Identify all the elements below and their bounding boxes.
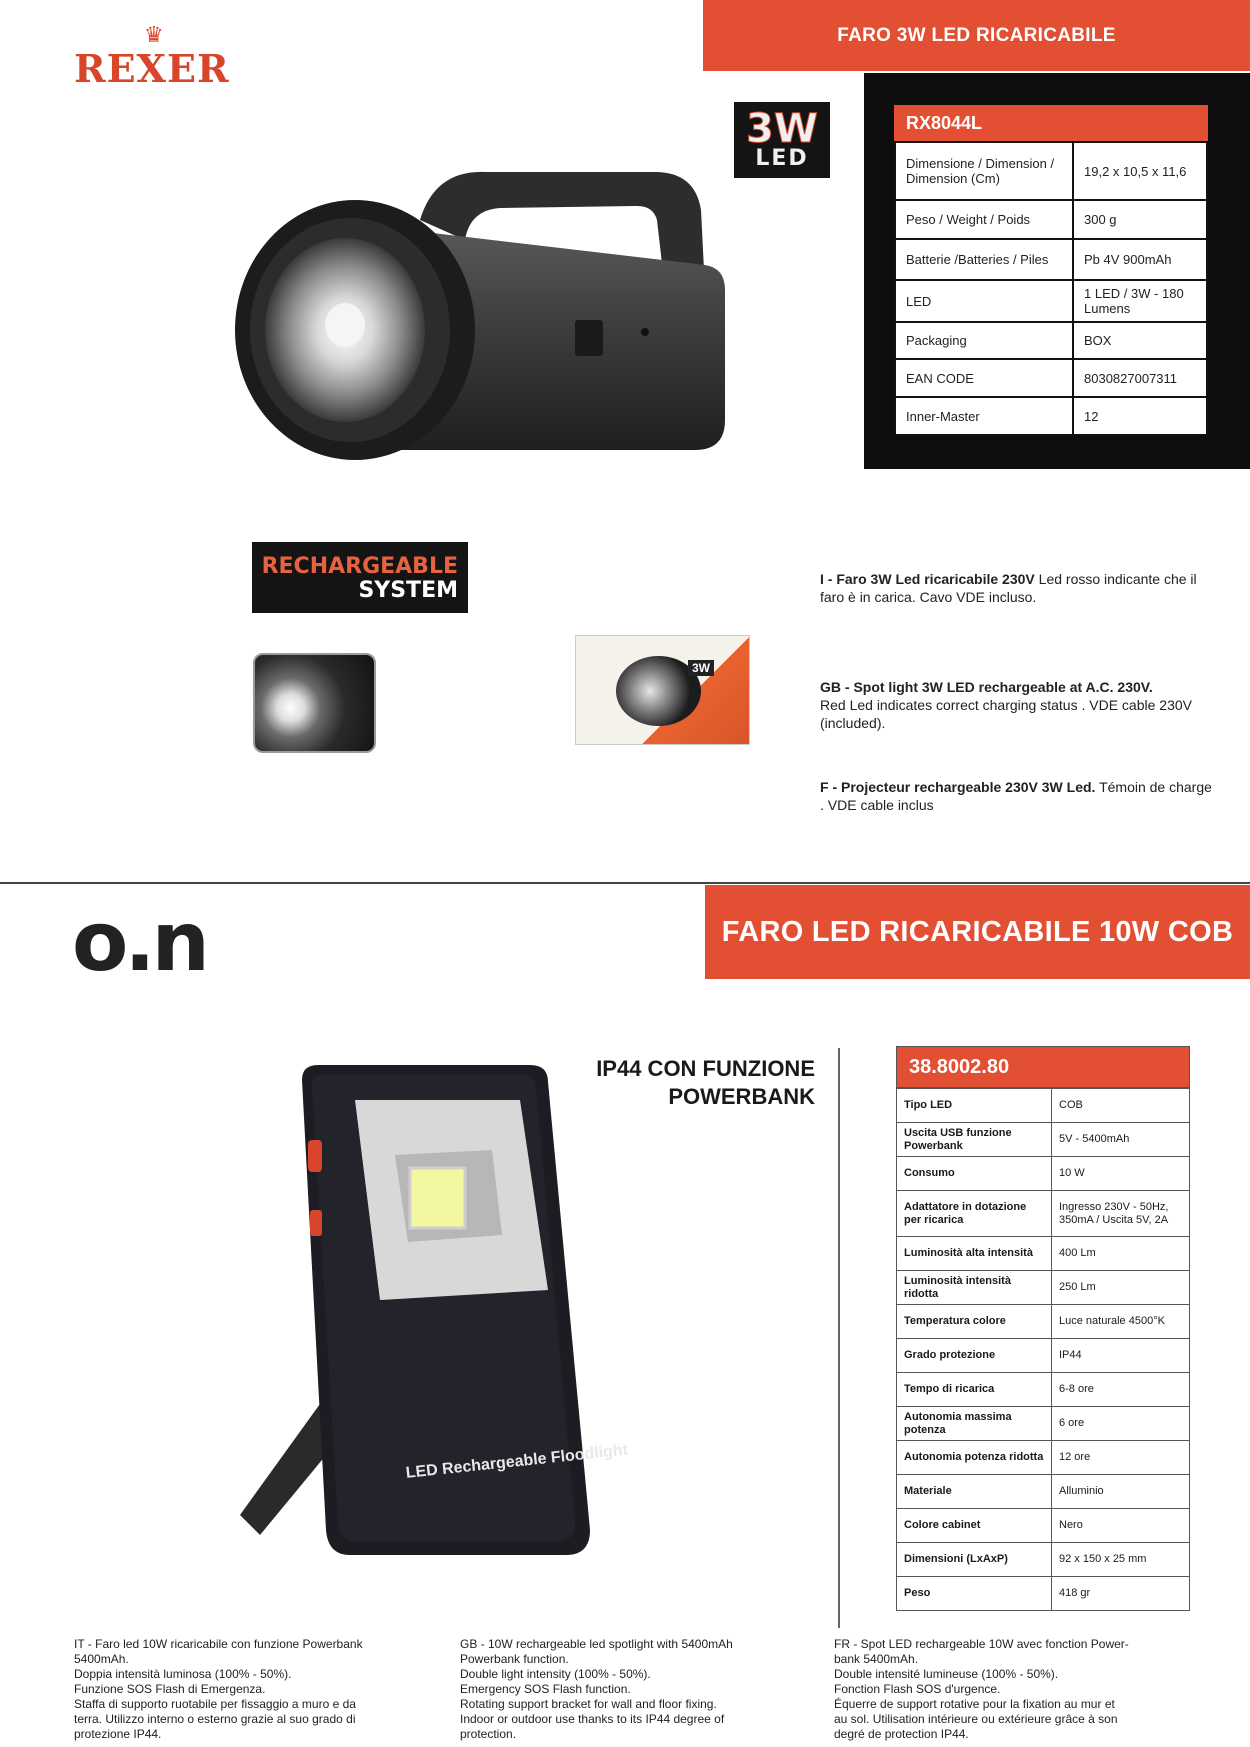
section-divider <box>0 882 1250 884</box>
spec-key: Colore cabinet <box>897 1509 1052 1543</box>
description-gb-bold: GB - Spot light 3W LED rechargeable at A.C. 230V. <box>820 679 1153 695</box>
spec-key: Luminosità alta intensità <box>897 1237 1052 1271</box>
spec-row <box>897 1123 1190 1157</box>
footer-line: Doppia intensità luminosa (100% - 50%). <box>74 1667 292 1681</box>
spec-value: 6-8 ore <box>1052 1373 1190 1407</box>
spec-key: Adattatore in dotazione per ricarica <box>897 1191 1052 1237</box>
subtitle-line-1: IP44 CON FUNZIONE <box>596 1056 815 1081</box>
description-gb-text: Red Led indicates correct charging status . VDE cable 230V (included). <box>820 697 1192 732</box>
spotlight-lit-thumbnail <box>253 653 376 753</box>
spec-key: Consumo <box>897 1157 1052 1191</box>
crown-icon: ♛ <box>144 22 164 47</box>
footer-line: bank 5400mAh. <box>834 1652 919 1666</box>
spec-value: 8030827007311 <box>1073 359 1207 397</box>
description-fr-bold: F - Projecteur rechargeable 230V 3W Led. <box>820 779 1096 795</box>
rexer-wordmark: REXER <box>74 46 230 91</box>
spec-key: Peso / Weight / Poids <box>895 200 1073 239</box>
spec-row <box>897 1089 1190 1123</box>
spec-key: Autonomia massima potenza <box>897 1407 1052 1441</box>
spec-key: Grado protezione <box>897 1339 1052 1373</box>
on-logo: o.n <box>72 895 206 990</box>
spec-row <box>897 1237 1190 1271</box>
spec-key: Inner-Master <box>895 397 1073 435</box>
description-fr-text: Témoin de charge . VDE cable inclus <box>820 779 1212 814</box>
spec-row <box>895 239 1207 280</box>
section2-banner-title: FARO LED RICARICABILE 10W COB <box>721 915 1234 948</box>
spec-key: Dimensione / Dimension / Dimension (Cm) <box>895 142 1073 200</box>
spec-value: COB <box>1052 1089 1190 1123</box>
spec-value: 1 LED / 3W - 180 Lumens <box>1073 280 1207 322</box>
rechargeable-system-badge <box>252 542 468 613</box>
spec-value: 5V - 5400mAh <box>1052 1123 1190 1157</box>
spec-value: Nero <box>1052 1509 1190 1543</box>
spec-row <box>897 1271 1190 1305</box>
box-label-3w: 3W <box>688 660 714 676</box>
footer-line: Double intensité lumineuse (100% - 50%). <box>834 1667 1059 1681</box>
badge-3w-text: 3W <box>746 106 818 152</box>
spec-table <box>896 1088 1190 1611</box>
spec-value: 6 ore <box>1052 1407 1190 1441</box>
spec-value: 19,2 x 10,5 x 11,6 <box>1073 142 1207 200</box>
spec-value: Pb 4V 900mAh <box>1073 239 1207 280</box>
section2-banner <box>705 885 1250 979</box>
spec-row <box>897 1543 1190 1577</box>
footer-line: Indoor or outdoor use thanks to its IP44 degree of <box>460 1712 725 1726</box>
spec-value: 10 W <box>1052 1157 1190 1191</box>
spec-key: LED <box>895 280 1073 322</box>
footer-line: GB - 10W rechargeable led spotlight with 5400mAh <box>460 1637 733 1651</box>
floodlight-label: LED Rechargeable Floodlight <box>405 1441 629 1482</box>
spec-row <box>897 1157 1190 1191</box>
section1-banner <box>703 0 1250 71</box>
spec-value: 250 Lm <box>1052 1271 1190 1305</box>
footer-line: Staffa di supporto ruotabile per fissaggio a muro e da <box>74 1697 356 1711</box>
description-fr <box>820 778 1215 814</box>
spec-table-38-8002-80 <box>896 1046 1190 1611</box>
spec-key: Peso <box>897 1577 1052 1611</box>
spec-key: Materiale <box>897 1475 1052 1509</box>
spec-row <box>897 1191 1190 1237</box>
spec-value: 300 g <box>1073 200 1207 239</box>
spec-header: RX8044L <box>894 105 1208 141</box>
footer-description-fr <box>834 1637 1174 1742</box>
spec-key: Temperatura colore <box>897 1305 1052 1339</box>
spec-key: Autonomia potenza ridotta <box>897 1441 1052 1475</box>
spec-row <box>895 359 1207 397</box>
spec-value: Alluminio <box>1052 1475 1190 1509</box>
footer-line: Double light intensity (100% - 50%). <box>460 1667 651 1681</box>
spec-key: Luminosità intensità ridotta <box>897 1271 1052 1305</box>
spec-value: 12 <box>1073 397 1207 435</box>
subtitle-line-2: POWERBANK <box>668 1084 815 1109</box>
footer-line: protezione IP44. <box>74 1727 162 1741</box>
spec-key: Dimensioni (LxAxP) <box>897 1543 1052 1577</box>
footer-line: FR - Spot LED rechargeable 10W avec fonction Power- <box>834 1637 1129 1651</box>
spec-key: EAN CODE <box>895 359 1073 397</box>
spec-key: Packaging <box>895 322 1073 359</box>
spec-value: BOX <box>1073 322 1207 359</box>
badge-led-text: LED <box>755 146 809 171</box>
spec-row <box>897 1407 1190 1441</box>
spec-row <box>895 322 1207 359</box>
spec-value: 92 x 150 x 25 mm <box>1052 1543 1190 1577</box>
footer-line: Équerre de support rotative pour la fixation au mur et <box>834 1697 1115 1711</box>
spec-row <box>897 1305 1190 1339</box>
product-box-image <box>575 635 750 745</box>
rexer-logo <box>74 22 254 92</box>
footer-line: Emergency SOS Flash function. <box>460 1682 631 1696</box>
spec-value: 400 Lm <box>1052 1237 1190 1271</box>
footer-line: IT - Faro led 10W ricaricabile con funzione Powerbank <box>74 1637 363 1651</box>
vertical-separator <box>838 1048 840 1628</box>
spec-key: Batterie /Batteries / Piles <box>895 239 1073 280</box>
spec-row <box>897 1373 1190 1407</box>
spec-key: Tipo LED <box>897 1089 1052 1123</box>
badge-rechargeable-text: RECHARGEABLE <box>261 554 458 579</box>
spec-key: Tempo di ricarica <box>897 1373 1052 1407</box>
spec-value: 12 ore <box>1052 1441 1190 1475</box>
spec-row <box>897 1509 1190 1543</box>
badge-system-text: SYSTEM <box>358 578 458 603</box>
floodlight-product-image <box>230 1060 610 1570</box>
spec-value: Ingresso 230V - 50Hz, 350mA / Uscita 5V, 2A <box>1052 1191 1190 1237</box>
3w-led-badge <box>734 102 830 178</box>
spotlight-product-image <box>225 150 745 510</box>
footer-line: degré de protection IP44. <box>834 1727 969 1741</box>
footer-line: au sol. Utilisation intérieure ou extérieure grâce à son <box>834 1712 1118 1726</box>
spec-row <box>895 142 1207 200</box>
spec-row <box>897 1441 1190 1475</box>
spec-row <box>897 1577 1190 1611</box>
spec-key: Uscita USB funzione Powerbank <box>897 1123 1052 1157</box>
spec-value: 418 gr <box>1052 1577 1190 1611</box>
footer-description-it <box>74 1637 414 1742</box>
spec-table-rx8044l <box>864 73 1250 469</box>
spec-header: 38.8002.80 <box>896 1046 1190 1088</box>
description-it <box>820 570 1215 606</box>
spec-row <box>895 200 1207 239</box>
spec-row <box>895 280 1207 322</box>
footer-line: protection. <box>460 1727 517 1741</box>
section1-banner-title: FARO 3W LED RICARICABILE <box>837 24 1116 46</box>
footer-line: Powerbank function. <box>460 1652 569 1666</box>
spec-row <box>897 1475 1190 1509</box>
spec-row <box>897 1339 1190 1373</box>
footer-line: Fonction Flash SOS d'urgence. <box>834 1682 1001 1696</box>
description-it-text: Led rosso indicante che il faro è in carica. Cavo VDE incluso. <box>820 571 1197 606</box>
spec-value: Luce naturale 4500°K <box>1052 1305 1190 1339</box>
spec-table <box>894 141 1208 436</box>
footer-description-gb <box>460 1637 800 1742</box>
description-it-bold: I - Faro 3W Led ricaricabile 230V <box>820 571 1035 587</box>
spec-row <box>895 397 1207 435</box>
footer-line: Funzione SOS Flash di Emergenza. <box>74 1682 266 1696</box>
description-gb <box>820 678 1215 733</box>
footer-line: 5400mAh. <box>74 1652 129 1666</box>
footer-line: terra. Utilizzo interno o esterno grazie al suo grado di <box>74 1712 356 1726</box>
spec-value: IP44 <box>1052 1339 1190 1373</box>
footer-line: Rotating support bracket for wall and floor fixing. <box>460 1697 717 1711</box>
